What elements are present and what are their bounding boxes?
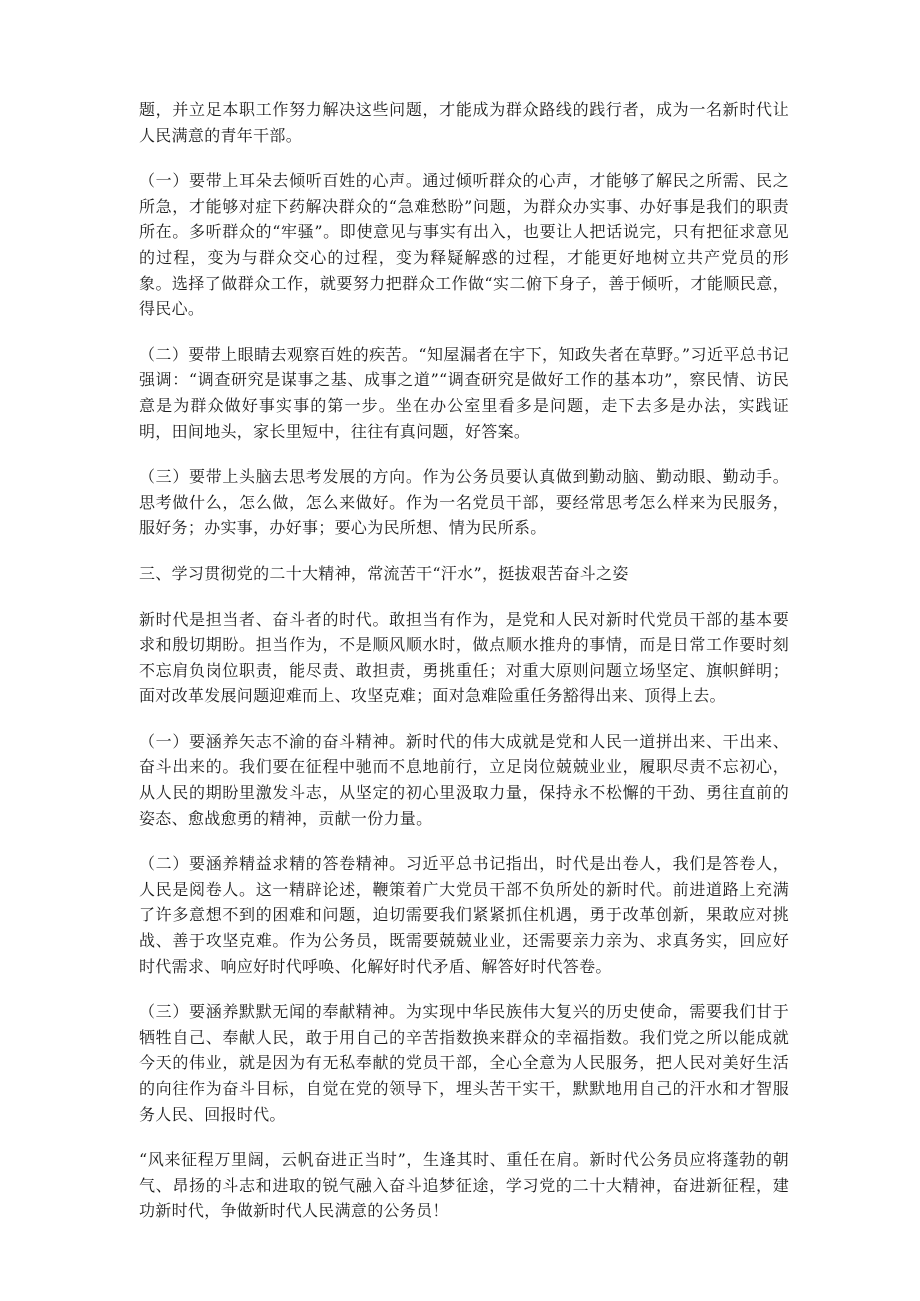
paragraph-observe-hardships: （二）要带上眼睛去观察百姓的疾苦。“知屋漏者在宇下，知政失者在草野。”习近平总书记强调：“调查研究是谋事之基、成事之道”“调查研究是做好工作的基本功”，察民情、访民意是为群众做好事实事的第一步。坐在办公室里看多是问题，走下去多是办法，实践证明，田间地头，家长里短中，往往有真问题，好答案。 [139,344,789,441]
paragraph-dedication-spirit: （三）要涵养默默无闻的奉献精神。为实现中华民族伟大复兴的历史使命，需要我们甘于牺牲自己、奉献人民，敢于用自己的辛苦指数换来群众的幸福指数。我们党之所以能成就今天的伟业，就是因为有无私奉献的党员干部，全心全意为人民服务，把人民对美好生活的向往作为奋斗目标，自觉在党的领导下，埋头苦干实干，默默地用自己的汗水和才智服务人民、回报时代。 [139,1002,789,1124]
document-page [139,97,789,1244]
paragraph-think-direction: （三）要带上头脑去思考发展的方向。作为公务员要认真做到勤动脑、勤动眼、勤动手。思考做什么，怎么做，怎么来做好。作为一名党员干部，要经常思考怎么样来为民服务，服好务；办实事，办好事；要心为民所想、情为民所系。 [139,467,789,538]
paragraph-striving-spirit: （一）要涵养矢志不渝的奋斗精神。新时代的伟大成就是党和人民一道拼出来、干出来、奋斗出来的。我们要在征程中驰而不息地前行，立足岗位兢兢业业，履职尽责不忘初心，从人民的期盼里激发斗志，从坚定的初心里汲取力量，保持永不松懈的干劲、勇往直前的姿态、愈战愈勇的精神，贡献一份力量。 [139,731,789,828]
paragraph-new-era-responsibility: 新时代是担当者、奋斗者的时代。敢担当有作为，是党和人民对新时代党员干部的基本要求和殷切期盼。担当作为，不是顺风顺水时，做点顺水推舟的事情，而是日常工作要时刻不忘肩负岗位职责，能尽责、敢担责，勇挑重任；对重大原则问题立场坚定、旗帜鲜明；面对改革发展问题迎难而上、攻坚克难；面对急难险重任务豁得出来、顶得上去。 [139,609,789,706]
paragraph-answer-sheet-spirit: （二）要涵养精益求精的答卷精神。习近平总书记指出，时代是出卷人，我们是答卷人，人民是阅卷人。这一精辟论述，鞭策着广大党员干部不负所处的新时代。前进道路上充满了许多意想不到的困难和问题，迫切需要我们紧紧抓住机遇，勇于改革创新，果敢应对挑战、善于攻坚克难。作为公务员，既需要兢兢业业，还需要亲力亲为、求真务实，回应好时代需求、响应好时代呼唤、化解好时代矛盾、解答好时代答卷。 [139,854,789,976]
paragraph-listen-to-people: （一）要带上耳朵去倾听百姓的心声。通过倾听群众的心声，才能够了解民之所需、民之所急，才能够对症下药解决群众的“急难愁盼”问题，为群众办实事、办好事是我们的职责所在。多听群众的“牢骚”。即使意见与事实有出入，也要让人把话说完，只有把征求意见的过程，变为与群众交心的过程，变为释疑解惑的过程，才能更好地树立共产党员的形象。选择了做群众工作，就要努力把群众工作做“实二俯下身子，善于倾听，才能顺民意，得民心。 [139,171,789,319]
paragraph-conclusion: “风来征程万里阔，云帆奋进正当时”，生逢其时、重任在肩。新时代公务员应将蓬勃的朝气、昂扬的斗志和进取的锐气融入奋斗追梦征途，学习党的二十大精神，奋进新征程，建功新时代，争做新时代人民满意的公务员！ [139,1150,789,1221]
section-heading-three: 三、学习贯彻党的二十大精神，常流苦干“汗水”，挺拔艰苦奋斗之姿 [139,563,629,583]
paragraph-intro-continuation: 题，并立足本职工作努力解决这些问题，才能成为群众路线的践行者，成为一名新时代让人民满意的青年干部。 [139,100,789,145]
